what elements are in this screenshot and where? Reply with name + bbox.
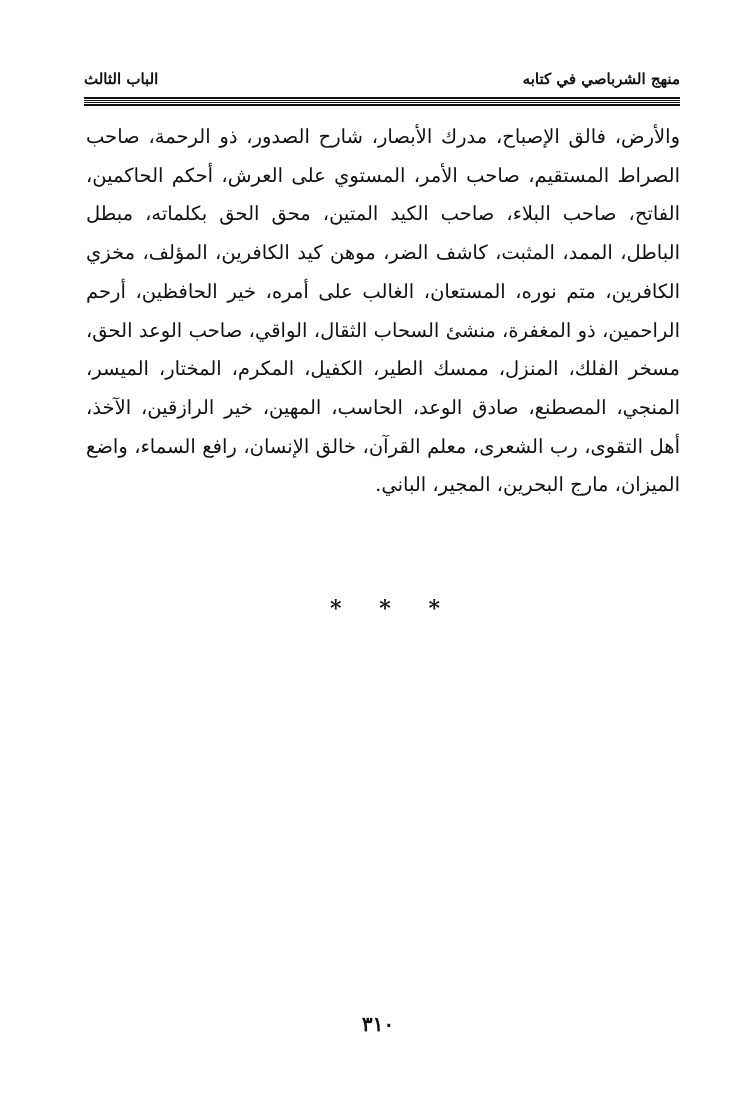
header-chapter: الباب الثالث bbox=[84, 70, 159, 88]
separator-star: * bbox=[379, 596, 391, 622]
body-paragraph: والأرض، فالق الإصباح، مدرك الأبصار، شارح الصدور، ذو الرحمة، صاحب الصراط المستقيم، صاحب الأمر، المستوي على العرش، أحكم الحاكمين، الفاتح، صاحب البلاء، صاحب الكيد المتين، محق الحق بكلماته، مبطل الباطل، الممد، المثبت، كاشف الضر، موهن كيد الكافرين، المؤلف، مخزي الكافرين، متم نوره، المستعان، الغالب على أمره، خير الحافظين، أرحم الراحمين، ذو المغفرة، منشئ السحاب الثقال، الواقي، صاحب الوعد الحق، مسخر الفلك، المنزل، ممسك الطير، الكفيل، المكرم، المختار، الميسر، المنجي، المصطنع، صادق الوعد، الحاسب، المهين، خير الرازقين، الآخذ، أهل التقوى، رب الشعرى، معلم القرآن، خالق الإنسان، رافع السماء، واضع الميزان، مارج البحرين، المجير، الباني. bbox=[86, 125, 680, 497]
running-header bbox=[84, 70, 680, 92]
page-number: ٣١٠ bbox=[361, 1012, 395, 1036]
separator-star: * bbox=[330, 596, 342, 622]
header-divider bbox=[84, 97, 680, 106]
header-book-title: منهج الشرباصي في كتابه bbox=[522, 70, 680, 88]
separator-star: * bbox=[428, 596, 440, 622]
section-separator bbox=[330, 594, 440, 624]
